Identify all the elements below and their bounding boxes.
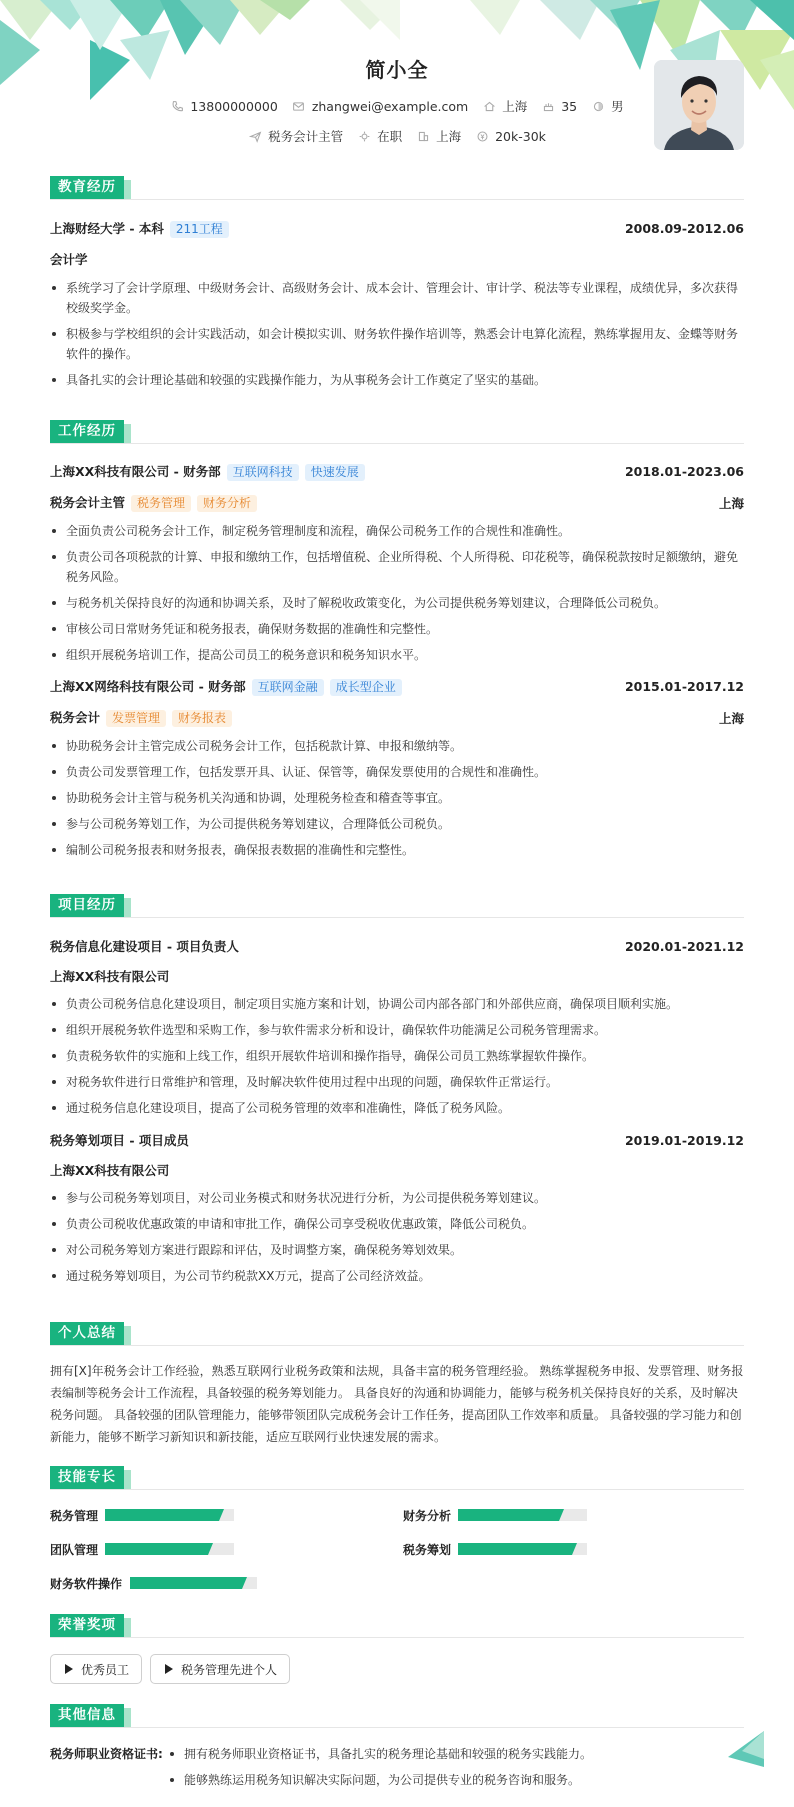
- gender-text: 男: [611, 99, 624, 114]
- list-item: 对税务软件进行日常维护和管理，及时解决软件使用过程中出现的问题，确保软件正常运行。: [50, 1072, 744, 1092]
- list-item: 协助税务会计主管与税务机关沟通和协调，处理税务检查和稽查等事宜。: [50, 788, 744, 808]
- skill-name: 税务管理: [50, 1508, 99, 1523]
- certificate-row: [50, 1744, 744, 1796]
- job-bullets: [50, 521, 744, 665]
- project-bullets: [50, 994, 744, 1118]
- skill-tag: 财务分析: [197, 495, 257, 512]
- skill-bar: [105, 1509, 234, 1521]
- skill-name: 财务分析: [403, 1508, 452, 1523]
- job-date: 2015.01-2017.12: [624, 679, 744, 694]
- email-address: zhangwei@example.com: [311, 98, 469, 114]
- mail-icon: [292, 99, 306, 113]
- job-role: 税务会计: [50, 710, 101, 725]
- skill-bar-fill: [458, 1543, 572, 1555]
- list-item: 积极参与学校组织的会计实践活动，如会计模拟实训、财务软件操作培训等，熟悉会计电算化流程，熟练掌握用友、金蝶等财务软件的操作。: [50, 324, 744, 364]
- phone-item: [170, 99, 277, 114]
- list-item: 负责公司税务信息化建设项目，制定项目实施方案和计划，协调公司内部各部门和外部供应商，确保项目顺利实施。: [50, 994, 744, 1014]
- list-item: 负责税务软件的实施和上线工作，组织开展软件培训和操作指导，确保公司员工熟练掌握软件操作。: [50, 1046, 744, 1066]
- gender-item: [591, 97, 624, 115]
- list-item: 参与公司税务筹划项目，对公司业务模式和财务状况进行分析，为公司提供税务筹划建议。: [50, 1188, 744, 1208]
- list-item: 组织开展税务培训工作，提高公司员工的税务意识和税务知识水平。: [50, 645, 744, 665]
- major: 会计学: [50, 252, 88, 267]
- status-text: 在职: [377, 129, 403, 144]
- list-item: 通过税务筹划项目，为公司节约税款XX万元，提高了公司经济效益。: [50, 1266, 744, 1286]
- job-city: 上海: [718, 710, 744, 726]
- job-date: 2018.01-2023.06: [624, 464, 744, 479]
- list-item: 负责公司税收优惠政策的申请和审批工作，确保公司享受税收优惠政策，降低公司税负。: [50, 1214, 744, 1234]
- skill-tag: 税务管理: [131, 495, 191, 512]
- skill-bar: [458, 1509, 587, 1521]
- skill-item: [403, 1540, 744, 1558]
- project-company: 上海XX科技有限公司: [50, 1163, 170, 1178]
- list-item: 组织开展税务软件选型和采购工作，参与软件需求分析和设计，确保软件功能满足公司税务管理需求。: [50, 1020, 744, 1040]
- skill-bar: [458, 1543, 587, 1555]
- project-date: 2020.01-2021.12: [624, 938, 744, 954]
- email-item: [292, 99, 468, 114]
- section-title: 荣誉奖项: [50, 1614, 124, 1637]
- position-item: [248, 127, 343, 145]
- summary-text: 拥有[X]年税务会计工作经验，熟悉互联网行业税务政策和法规，具备丰富的税务管理经验。 熟练掌握税务申报、发票管理、财务报表编制等税务会计工作流程，具备较强的税务筹划能力。 具备良好的沟通和协调能力，能够与税务机关保持良好的关系，及时解决税务问题。 具备较强的团队管理能力，能够带领团队完成税务会计工作任务，提高团队工作效率和质量。 具备较强的学习能力和创新能力，能够不断学习新知识和新技能，适应互联网行业快速发展的需求。: [50, 1364, 744, 1444]
- company-tag: 互联网金融: [252, 679, 324, 696]
- age-text: 35: [561, 98, 578, 114]
- job-header: [50, 462, 744, 481]
- certificate-bullets: [168, 1744, 744, 1796]
- skill-item: [50, 1574, 403, 1592]
- skill-name: 财务软件操作: [50, 1576, 123, 1591]
- home-icon: [482, 99, 496, 113]
- skill-bar-fill: [105, 1543, 208, 1555]
- company-name: 上海XX科技有限公司 - 财务部: [50, 464, 221, 479]
- list-item: 拥有税务师职业资格证书，具备扎实的税务理论基础和较强的税务实践能力。: [168, 1744, 744, 1764]
- corner-decoration: [728, 1731, 764, 1767]
- honor-badge: [50, 1654, 142, 1684]
- job-header: [50, 677, 744, 696]
- education-header: [50, 219, 744, 238]
- projects-section: [50, 894, 744, 1292]
- company-tag: 快速发展: [305, 464, 365, 481]
- phone-icon: [170, 99, 184, 113]
- project-name: 税务信息化建设项目 - 项目负责人: [50, 939, 239, 954]
- skill-bar-fill: [105, 1509, 219, 1521]
- position-text: 税务会计主管: [268, 129, 344, 144]
- phone-number: 13800000000: [190, 98, 278, 114]
- section-title: 教育经历: [50, 176, 124, 199]
- honors-list: [50, 1654, 744, 1684]
- project-bullets: [50, 1188, 744, 1286]
- project-entry: [50, 1131, 744, 1286]
- job-role: 税务会计主管: [50, 495, 126, 510]
- salary-item: [475, 129, 546, 144]
- job-entry: [50, 677, 744, 860]
- location-item: [482, 97, 527, 115]
- skill-bar-fill: [130, 1577, 242, 1589]
- salary-text: 20k-30k: [495, 128, 546, 144]
- job-role-row: [50, 493, 744, 512]
- skill-tag: 发票管理: [106, 710, 166, 727]
- skill-bar-fill: [458, 1509, 559, 1521]
- education-section: [50, 176, 744, 396]
- list-item: 参与公司税务筹划工作，为公司提供税务筹划建议，合理降低公司税负。: [50, 814, 744, 834]
- list-item: 审核公司日常财务凭证和税务报表，确保财务数据的准确性和完整性。: [50, 619, 744, 639]
- project-name: 税务筹划项目 - 项目成员: [50, 1133, 189, 1148]
- job-entry: [50, 462, 744, 665]
- money-icon: [475, 129, 489, 143]
- target-city-text: 上海: [436, 129, 462, 144]
- job-city: 上海: [718, 495, 744, 511]
- project-date: 2019.01-2019.12: [624, 1132, 744, 1148]
- age-item: [541, 99, 577, 114]
- section-title: 其他信息: [50, 1704, 124, 1727]
- school-name: 上海财经大学 - 本科: [50, 221, 164, 236]
- education-date: 2008.09-2012.06: [624, 221, 744, 236]
- list-item: 协助税务会计主管完成公司税务会计工作，包括税款计算、申报和缴纳等。: [50, 736, 744, 756]
- company-tag: 互联网科技: [227, 464, 299, 481]
- list-item: 系统学习了会计学原理、中级财务会计、高级财务会计、成本会计、管理会计、审计学、税法等专业课程，成绩优异，多次获得校级奖学金。: [50, 278, 744, 318]
- list-item: 通过税务信息化建设项目，提高了公司税务管理的效率和准确性，降低了税务风险。: [50, 1098, 744, 1118]
- project-header: [50, 1131, 744, 1149]
- project-entry: [50, 937, 744, 1118]
- summary-section: [50, 1322, 744, 1448]
- section-title: 个人总结: [50, 1322, 124, 1345]
- list-item: 能够熟练运用税务知识解决实际问题，为公司提供专业的税务咨询和服务。: [168, 1770, 744, 1790]
- play-icon: [65, 1664, 73, 1674]
- section-title: 工作经历: [50, 420, 124, 443]
- honor-label: 优秀员工: [81, 1662, 130, 1677]
- skill-name: 税务筹划: [403, 1542, 452, 1557]
- target-city-item: [416, 127, 461, 145]
- honor-label: 税务管理先进个人: [181, 1662, 278, 1677]
- skill-name: 团队管理: [50, 1542, 99, 1557]
- status-item: [357, 127, 402, 145]
- list-item: 负责公司各项税款的计算、申报和缴纳工作，包括增值税、企业所得税、个人所得税、印花税等，确保税款按时足额缴纳，避免税务风险。: [50, 547, 744, 587]
- building-icon: [416, 129, 430, 143]
- list-item: 全面负责公司税务会计工作，制定税务管理制度和流程，确保公司税务工作的合规性和准确性。: [50, 521, 744, 541]
- send-icon: [248, 129, 262, 143]
- location-text: 上海: [502, 99, 528, 114]
- project-header: [50, 937, 744, 955]
- cake-icon: [541, 99, 555, 113]
- certificate-label: 税务师职业资格证书:: [50, 1747, 163, 1761]
- play-icon: [165, 1664, 173, 1674]
- status-icon: [357, 129, 371, 143]
- school-tag: 211工程: [170, 221, 229, 238]
- skill-item: [50, 1506, 403, 1524]
- company-tag: 成长型企业: [330, 679, 402, 696]
- project-company: 上海XX科技有限公司: [50, 969, 170, 984]
- candidate-name: 简小全: [365, 58, 429, 82]
- honors-section: [50, 1614, 744, 1684]
- skill-item: [403, 1506, 744, 1524]
- skill-item: [50, 1540, 403, 1558]
- skills-grid: [50, 1506, 744, 1592]
- list-item: 负责公司发票管理工作，包括发票开具、认证、保管等，确保发票使用的合规性和准确性。: [50, 762, 744, 782]
- other-section: [50, 1704, 744, 1796]
- list-item: 与税务机关保持良好的沟通和协调关系，及时了解税收政策变化，为公司提供税务筹划建议，合理降低公司税负。: [50, 593, 744, 613]
- list-item: 对公司税务筹划方案进行跟踪和评估，及时调整方案，确保税务筹划效果。: [50, 1240, 744, 1260]
- list-item: 编制公司税务报表和财务报表，确保报表数据的准确性和完整性。: [50, 840, 744, 860]
- job-role-row: [50, 708, 744, 727]
- job-bullets: [50, 736, 744, 860]
- work-section: [50, 420, 744, 866]
- avatar: [654, 60, 744, 150]
- section-title: 项目经历: [50, 894, 124, 917]
- skills-section: [50, 1466, 744, 1592]
- skill-bar: [105, 1543, 234, 1555]
- section-title: 技能专长: [50, 1466, 124, 1489]
- company-name: 上海XX网络科技有限公司 - 财务部: [50, 679, 246, 694]
- list-item: 具备扎实的会计理论基础和较强的实践操作能力，为从事税务会计工作奠定了坚实的基础。: [50, 370, 744, 390]
- skill-tag: 财务报表: [172, 710, 232, 727]
- gender-icon: [591, 99, 605, 113]
- education-bullets: [50, 278, 744, 390]
- skill-bar: [130, 1577, 257, 1589]
- honor-badge: [150, 1654, 290, 1684]
